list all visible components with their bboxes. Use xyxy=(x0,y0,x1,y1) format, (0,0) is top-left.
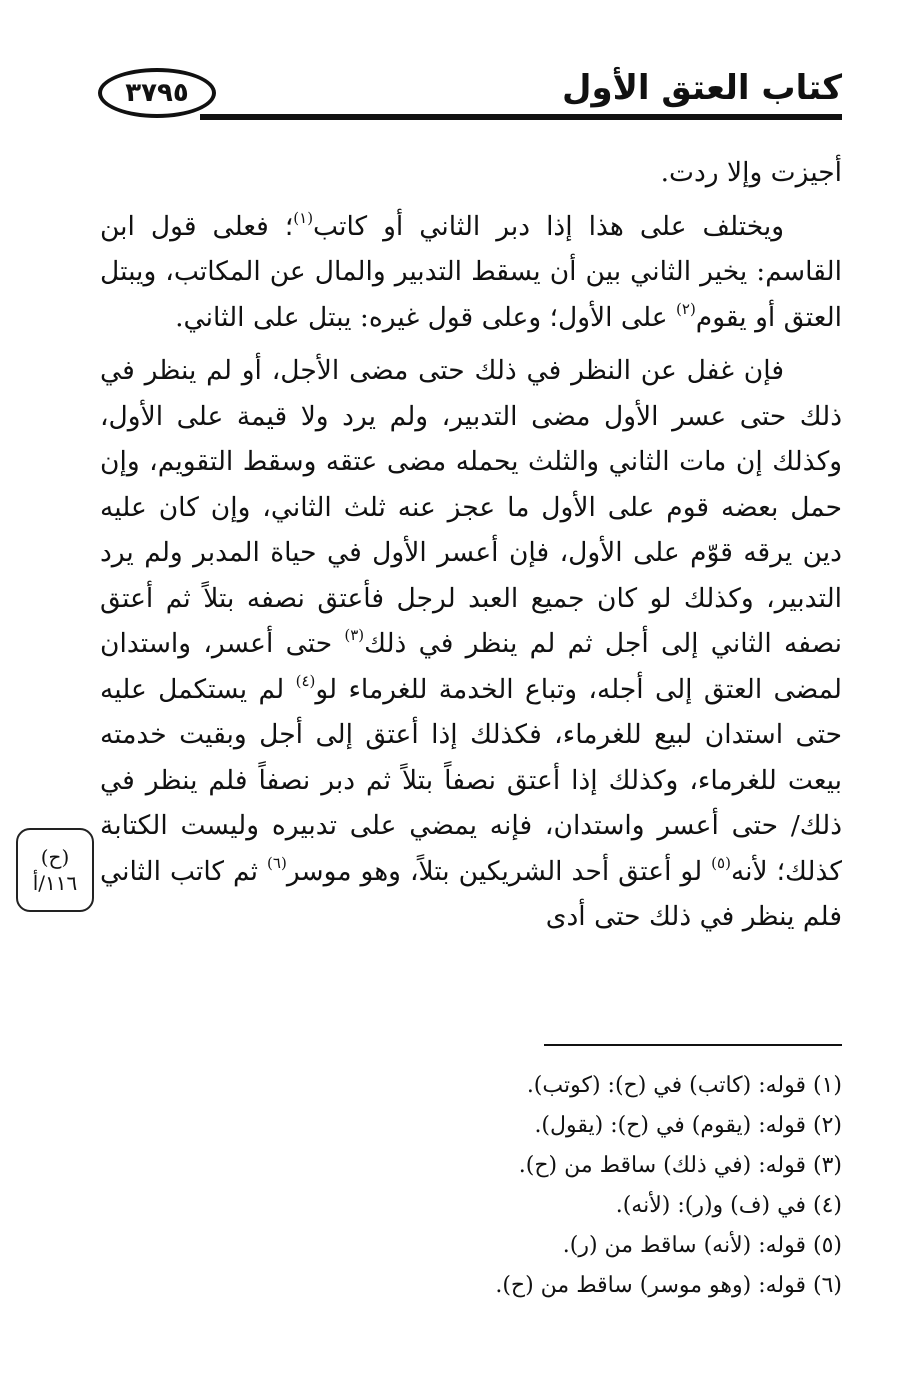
paragraph-3-text-d: لو أعتق أحد الشريكين بتلاً، وهو موسر xyxy=(286,855,712,887)
paragraph-3-text-e: ثم كاتب الثاني فلم ينظر في ذلك حتى أدى xyxy=(100,855,842,932)
footnote-ref-3: (٣) xyxy=(344,626,365,644)
main-text xyxy=(100,150,842,948)
paragraph-1: أجيزت وإلا ردت. xyxy=(660,157,842,188)
footnote-ref-6: (٦) xyxy=(267,853,287,872)
footnote-ref-1: (١) xyxy=(293,208,314,227)
footnote-ref-5: (٥) xyxy=(711,853,731,872)
paragraph-3-text-a: فإن غفل عن النظر في ذلك حتى مضى الأجل، أو لم ينظر في ذلك حتى عسر الأول مضى التدبير، ولم يرد ولا قيمة على الأول، وكذلك إن مات الثاني والثلث يحمله مضى عتقه وسقط التقويم، وإن حمل بعضه قوم على الأول ما عجز عنه ثلث الثاني، وإن كان عليه دين يرقه قوّم على الأول، فإن أعسر الأول في حياة المدبر ولم يرد التدبير، وكذلك لو كان جميع العبد لرجل فأعتق نصفه بتلاً ثم أعتق نصفه الثاني إلى أجل ثم لم ينظر في ذلك xyxy=(100,355,842,659)
margin-note-manuscript: (ح) xyxy=(40,845,70,869)
margin-note-folio: ١١٦/أ xyxy=(32,871,78,895)
footnote-5: (٥) قوله: (لأنه) ساقط من (ر). xyxy=(562,1233,842,1258)
page-header xyxy=(90,62,842,132)
paragraph-3-text-b: حتى أعسر، واستدان لمضى العتق إلى أجله، وتباع الخدمة للغرماء لو xyxy=(100,628,842,705)
header-rule xyxy=(200,114,842,120)
footnote-separator xyxy=(544,1044,842,1046)
paragraph-2-text-a: ويختلف على هذا إذا دبر الثاني أو كاتب xyxy=(313,210,784,242)
footnote-6: (٦) قوله: (وهو موسر) ساقط من (ح). xyxy=(495,1273,842,1298)
manuscript-margin-note xyxy=(16,828,94,912)
paragraph-3-text-c: لم يستكمل عليه حتى استدان لبيع للغرماء، فكذلك إذا أعتق إلى أجل وبقيت خدمته بيعت للغرماء، وكذلك إذا أعتق نصفاً بتلاً ثم دبر نصفاً فلم ينظر في ذلك/ حتى أعسر واستدان، فإنه يمضي على تدبيره وليست الكتابة كذلك؛ لأنه xyxy=(100,673,842,887)
paragraph-3 xyxy=(100,348,842,940)
footnotes xyxy=(242,1066,842,1306)
paragraph-2-text-c: على الأول؛ وعلى قول غيره: يبتل على الثاني. xyxy=(175,301,677,333)
paragraph-2-text-b: ؛ فعلى قول ابن القاسم: يخير الثاني بين أن يسقط التدبير والمال عن المكاتب، ويبتل العتق أو يقوم xyxy=(100,210,842,333)
book-title: كتاب العتق الأول xyxy=(561,68,842,108)
page-number: ٣٧٩٥ xyxy=(98,68,216,118)
footnote-2: (٢) قوله: (يقوم) في (ح): (يقول). xyxy=(534,1113,842,1138)
paragraph-2 xyxy=(100,204,842,341)
footnote-4: (٤) في (ف) و(ر): (لأنه). xyxy=(615,1193,842,1218)
footnote-ref-4: (٤) xyxy=(295,671,316,690)
footnote-1: (١) قوله: (كاتب) في (ح): (كوتب). xyxy=(526,1073,842,1098)
footnote-ref-2: (٢) xyxy=(676,299,696,318)
footnote-3: (٣) قوله: (في ذلك) ساقط من (ح). xyxy=(518,1153,842,1178)
